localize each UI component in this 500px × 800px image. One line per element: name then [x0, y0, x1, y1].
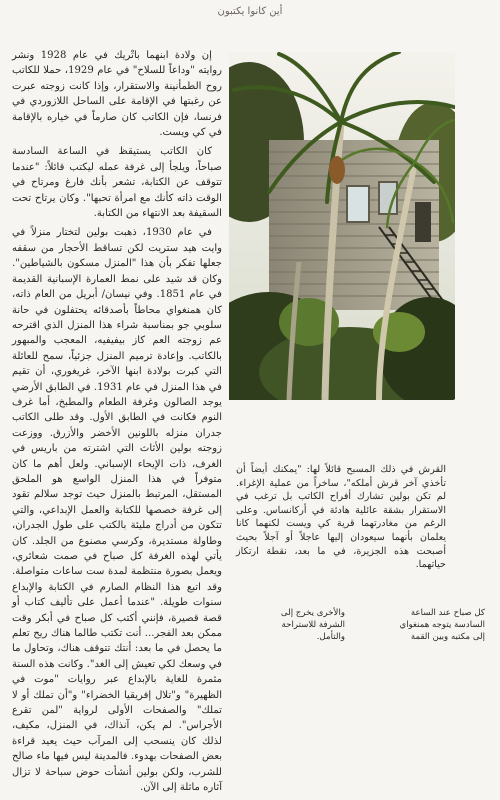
- article-body: [12, 48, 222, 800]
- side-paragraph: القرش في ذلك المسبح قائلاً لها: "يمكنك أيضاً أن تأخذي آخر قرش أملكه"، ساخراً من عملية الإغراء. لم تكن بولين تشارك أفراح الكاتب بل ترغب في الاستقرار بشقة عائلية هادئة في أركانساس. وعلى الرغم من مغادرتهما قرية كي ويست لكنهما كانا يعلمان بأنهما سيعودان إليها عاجلاً أو آجلاً بحيث أصبحت هذه الجزيرة، في ما بعد، نقطة ارتكاز حياتهما.: [236, 464, 446, 571]
- photo-caption-right: [390, 607, 485, 643]
- body-paragraph: في عام 1930، ذهبت بولين لتختار منزلاً في وايت هيد ستريت لكن تساقط الأحجار من سقفه جعلها تفكر بأن هذا "المنزل مسكون بالشياطين". وكان قد شيد على نمط العمارة الإسبانية القديمة في عام 1851. وفي نيسان/ أبريل من العام ذاته، كان همنغواي محاطاً بأصدقائه يحتفلون في حانة سلوبي جو بمناسبة شراء هذا المنزل الذي اقترحه عم زوجته العم كاز بيفيفيه، المعجب والمبهور بالكاتب. وإعادة ترميم المنزل جزئياً، سمح للعائلة التي كبرت بولادة ابنها الآخر، غريغوري، أن تقيم في هذا المنزل في عام 1931. في الطابق الأرضي يوجد الصالون وغرفة الطعام والمطبخ، أما غرف النوم فكانت في الطابق الأول. وقد طلى الكاتب جدران منزله باللونين الأخضر والأزرق. ووزعت زوجته بولين الأثاث التي اشترته من باريس في الغرف، ذات الإيحاء الإسباني. ولعل أهم ما كان متوفراً في هذا المنزل الواسع هو الملحق المستقل، المرتبط بالمنزل حيث توجد سلالم تقود إلى غرفة خصصها للكتابة والعمل الإبداعي، والتي تتكون من أدراج مليئة بالكتب على طول الجدران، وطاولة مستديرة، وكرسي مصنوع من الجلد. كان يأتي لهذه الغرفة كل صباح في صمت شعائري، ويعمل بصورة منتظمة لمدة ست ساعات متواصلة. وقد اتبع هذا النظام الصارم في الكتابة والإبداع سنوات طويلة. "عندما أعمل على تأليف كتاب أو قصة قصيرة، فإنني أكتب كل صباح في أبكر وقت ممكن بعد الفجر... أنت تكتب طالما هناك ريح تعلم ما يحصل في ما بعد: أنتك تتوقف هناك، وتحاول ما في وسعك لكي تعيش إلى الغد". وكانت هذه السنة مثمرة للغاية بالإبداع عبر روايات "موت في الظهيرة" و"تلال إفريقيا الخضراء" و"أن تملك أو لا تملك" والصفحات الأولى لرواية "لمن تقرع الأجراس". لم يكن، آنذاك، في المنزل، مكيف، لذلك كان ينسحب إلى المرآب حيث يعيد قراءة بعض الصفحات بهدوء. فالمدينة ليس فيها ماء صالح للشرب، ولكن بولين أنشأت حوض سباحة لا تزال آثاره ماثلة إلى الآن.: [12, 227, 222, 794]
- caption-line: والأخرى يخرج إلى: [280, 608, 345, 618]
- caption-line: والتأمل.: [316, 632, 345, 642]
- caption-line: إلى مكتبه وبين القمة: [410, 632, 485, 642]
- caption-line: السادسة يتوجه همنغواي: [399, 620, 485, 630]
- caption-line: كل صباح عند الساعة: [410, 608, 485, 618]
- house-photo: [229, 52, 455, 400]
- running-head: أين كانوا يكتبون: [217, 6, 283, 17]
- body-paragraph: إن ولادة ابنهما باتْريك في عام 1928 ونشر روايته "وداعاً للسلاح" في عام 1929، حملا للكاتب روح الطمأنينة والاستقرار، وإذا كانت زوجته عبرت عن رغبتها في الإقامة على الساحل اللازوردي في فرنسا، فإن الكاتب كان صارماً في خياره بالإقامة في كي ويست.: [12, 50, 223, 139]
- photo-caption-left: [250, 607, 345, 643]
- body-paragraph: كان الكاتب يستيقظ في الساعة السادسة صباحاً، ويلجأ إلى غرفة عمله ليكتب قائلاً: "عندما تتوقف عن الكتابة، تشعر بأنك فارغ ومرتاح في الوقت ذاته كأنك مع امرأة تحبها". وكان يرتاح تحت السقيفة بعد الانتهاء من الكتابة.: [12, 146, 222, 220]
- side-text: [236, 463, 446, 572]
- caption-line: الشرفة للاستراحة: [281, 620, 345, 630]
- palm-house-illustration: [229, 52, 455, 400]
